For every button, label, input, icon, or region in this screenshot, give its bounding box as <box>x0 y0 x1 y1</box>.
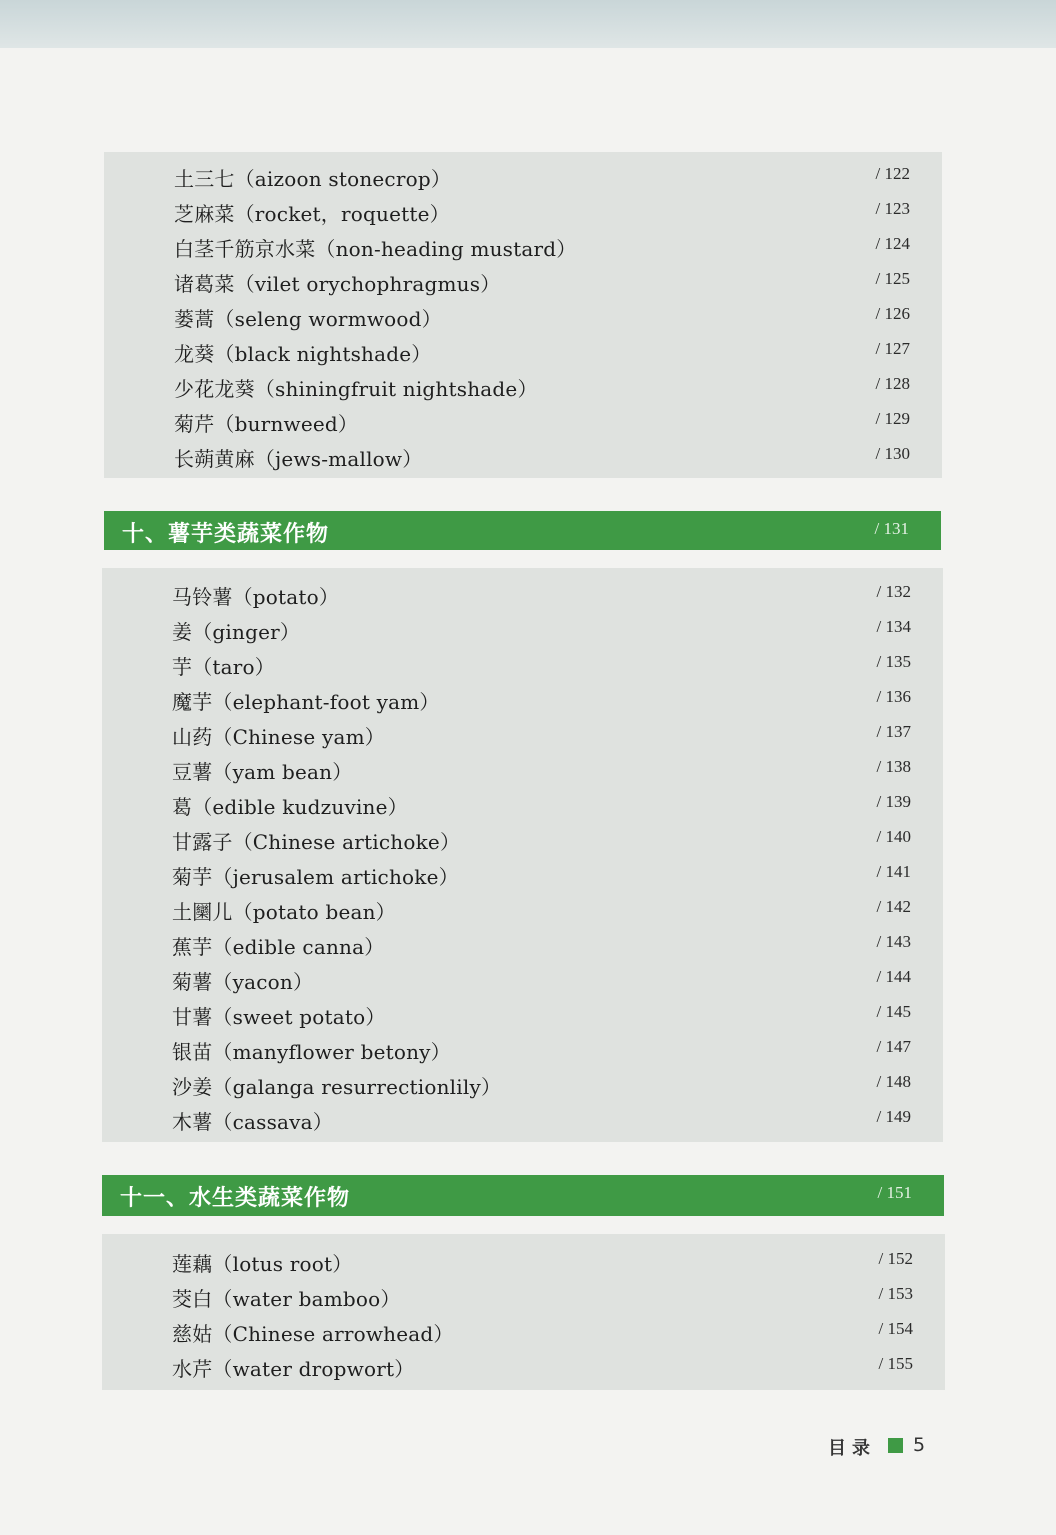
toc-entry[interactable] <box>104 194 942 229</box>
entry-page: / 127 <box>875 339 910 358</box>
toc-entry[interactable] <box>104 264 942 299</box>
entry-page: / 155 <box>878 1354 913 1373</box>
entry-page: / 147 <box>876 1037 911 1056</box>
toc-entry[interactable] <box>102 1349 945 1384</box>
entry-name: 土三七（aizoon stonecrop） <box>174 167 452 191</box>
entry-name: 甘露子（Chinese artichoke） <box>172 830 461 854</box>
toc-entry[interactable] <box>102 752 943 787</box>
toc-entry[interactable] <box>102 822 943 857</box>
entry-page: / 124 <box>875 234 910 253</box>
toc-entry[interactable] <box>102 892 943 927</box>
toc-entry[interactable] <box>104 229 942 264</box>
toc-entry[interactable] <box>102 1102 943 1137</box>
section-heading-page: / 131 <box>874 519 909 538</box>
entry-name: 蒌蒿（seleng wormwood） <box>174 307 442 331</box>
entry-name: 长蒴黄麻（jews-mallow） <box>174 447 423 471</box>
entry-page: / 145 <box>876 1002 911 1021</box>
entry-name: 慈姑（Chinese arrowhead） <box>172 1322 454 1346</box>
entry-page: / 134 <box>876 617 911 636</box>
toc-entry[interactable] <box>102 577 943 612</box>
toc-entry[interactable] <box>102 647 943 682</box>
toc-entry[interactable] <box>104 404 942 439</box>
entry-name: 豆薯（yam bean） <box>172 760 353 784</box>
entry-page: / 123 <box>875 199 910 218</box>
toc-entry[interactable] <box>102 717 943 752</box>
toc-entry[interactable] <box>104 369 942 404</box>
entry-name: 莲藕（lotus root） <box>172 1252 353 1276</box>
toc-entry[interactable] <box>102 1244 945 1279</box>
section-box-tuber-vegetables <box>102 568 943 1142</box>
entry-name: 白茎千筋京水菜（non-heading mustard） <box>174 237 577 261</box>
entry-page: / 143 <box>876 932 911 951</box>
entry-page: / 140 <box>876 827 911 846</box>
toc-entry[interactable] <box>102 1067 943 1102</box>
entry-name: 芝麻菜（rocket，roquette） <box>174 202 450 226</box>
section-heading-title: 十、薯芋类蔬菜作物 <box>122 522 330 547</box>
entry-page: / 130 <box>875 444 910 463</box>
entry-page: / 153 <box>878 1284 913 1303</box>
entry-page: / 128 <box>875 374 910 393</box>
entry-name: 银苗（manyflower betony） <box>172 1040 451 1064</box>
entry-name: 魔芋（elephant-foot yam） <box>172 690 440 714</box>
top-band <box>0 0 1056 48</box>
entry-name: 沙姜（galanga resurrectionlily） <box>172 1075 502 1099</box>
toc-entry[interactable] <box>104 439 942 474</box>
section-box-continued <box>104 152 942 478</box>
entry-page: / 135 <box>876 652 911 671</box>
entry-name: 菊薯（yacon） <box>172 970 314 994</box>
entry-page: / 138 <box>876 757 911 776</box>
entry-page: / 139 <box>876 792 911 811</box>
entry-name: 木薯（cassava） <box>172 1110 333 1134</box>
entry-name: 茭白（water bamboo） <box>172 1287 401 1311</box>
section-heading-tuber-vegetables[interactable] <box>104 511 941 550</box>
toc-entry[interactable] <box>102 927 943 962</box>
footer-square-icon <box>888 1438 903 1453</box>
entry-name: 甘薯（sweet potato） <box>172 1005 386 1029</box>
entry-name: 马铃薯（potato） <box>172 585 340 609</box>
entry-name: 菊芹（burnweed） <box>174 412 359 436</box>
entry-page: / 125 <box>875 269 910 288</box>
toc-entry[interactable] <box>102 1279 945 1314</box>
toc-entry[interactable] <box>104 159 942 194</box>
entry-name: 少花龙葵（shiningfruit nightshade） <box>174 377 538 401</box>
entry-page: / 149 <box>876 1107 911 1126</box>
entry-page: / 137 <box>876 722 911 741</box>
toc-entry[interactable] <box>104 299 942 334</box>
page-number: 5 <box>913 1434 926 1456</box>
section-heading-title: 十一、水生类蔬菜作物 <box>120 1186 351 1211</box>
entry-name: 姜（ginger） <box>172 620 301 644</box>
footer-title: 目录 <box>828 1438 876 1459</box>
entry-name: 菊芋（jerusalem artichoke） <box>172 865 459 889</box>
entry-page: / 132 <box>876 582 911 601</box>
entry-name: 山药（Chinese yam） <box>172 725 385 749</box>
entry-page: / 144 <box>876 967 911 986</box>
toc-entry[interactable] <box>102 857 943 892</box>
entry-page: / 148 <box>876 1072 911 1091</box>
entry-page: / 122 <box>875 164 910 183</box>
entry-page: / 129 <box>875 409 910 428</box>
toc-entry[interactable] <box>102 682 943 717</box>
toc-entry[interactable] <box>102 997 943 1032</box>
section-heading-page: / 151 <box>877 1183 912 1202</box>
entry-name: 水芹（water dropwort） <box>172 1357 415 1381</box>
entry-page: / 154 <box>878 1319 913 1338</box>
section-box-aquatic-vegetables <box>102 1234 945 1390</box>
entry-name: 蕉芋（edible canna） <box>172 935 385 959</box>
section-heading-aquatic-vegetables[interactable] <box>102 1175 944 1216</box>
toc-entry[interactable] <box>102 962 943 997</box>
toc-entry[interactable] <box>102 1032 943 1067</box>
entry-name: 龙葵（black nightshade） <box>174 342 432 366</box>
toc-entry[interactable] <box>102 1314 945 1349</box>
entry-name: 芋（taro） <box>172 655 275 679</box>
toc-entry[interactable] <box>102 787 943 822</box>
entry-name: 土圞儿（potato bean） <box>172 900 396 924</box>
toc-entry[interactable] <box>102 612 943 647</box>
entry-page: / 126 <box>875 304 910 323</box>
entry-page: / 141 <box>876 862 911 881</box>
toc-entry[interactable] <box>104 334 942 369</box>
entry-name: 诸葛菜（vilet orychophragmus） <box>174 272 501 296</box>
entry-page: / 152 <box>878 1249 913 1268</box>
entry-name: 葛（edible kudzuvine） <box>172 795 408 819</box>
entry-page: / 136 <box>876 687 911 706</box>
entry-page: / 142 <box>876 897 911 916</box>
